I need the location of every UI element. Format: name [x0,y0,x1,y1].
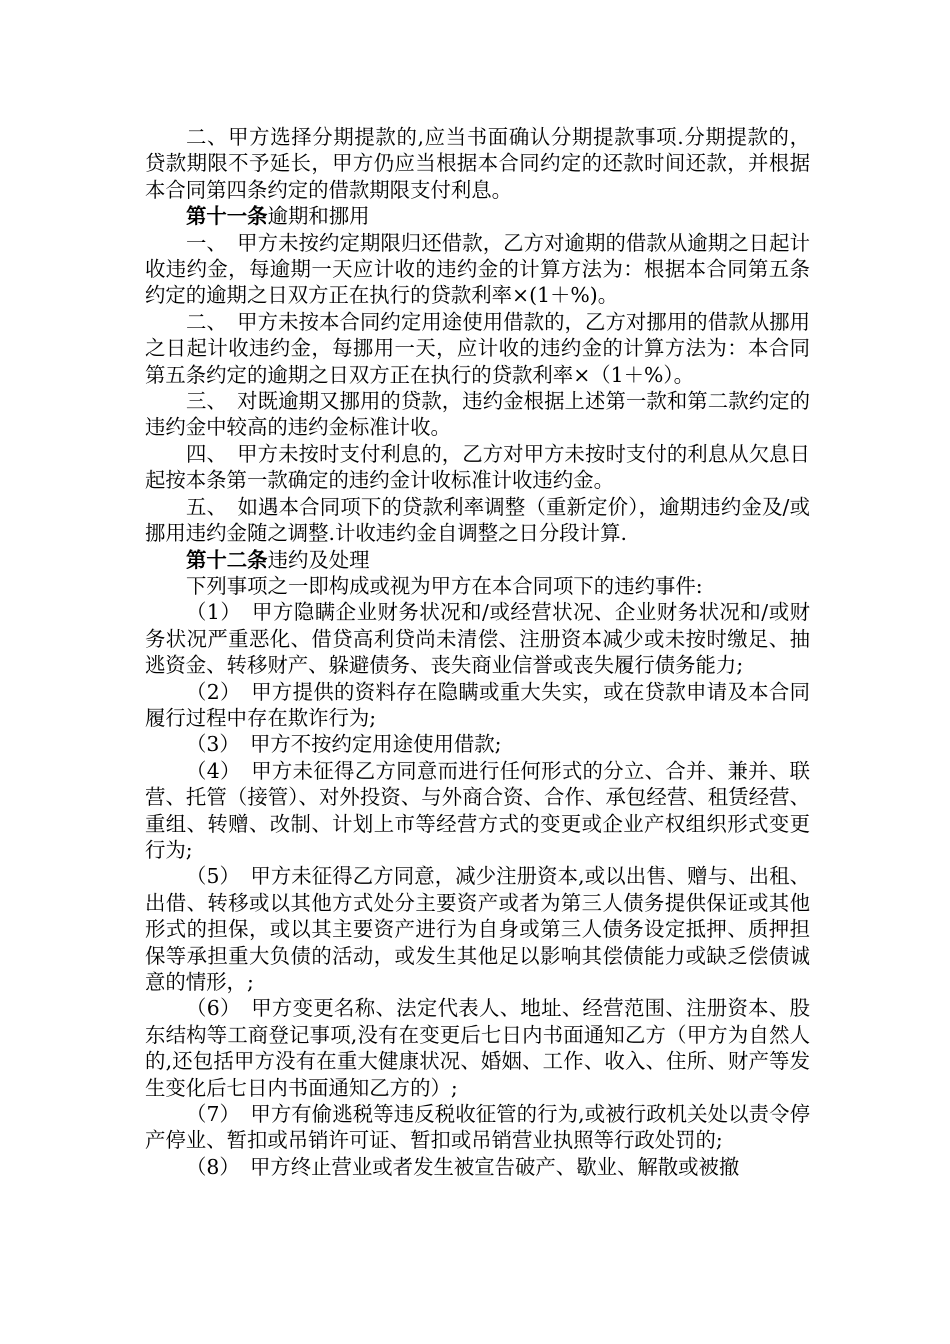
article-11-heading [145,203,810,229]
article-11-title: 逾期和挪用 [267,204,370,229]
default-item-8: （8） 甲方终止营业或者发生被宣告破产、歇业、解散或被撤 [186,1154,740,1179]
default-item-4: （4） 甲方未征得乙方同意而进行任何形式的分立、合并、兼并、联营、托管（接管）、对外投资、与外商合资、合作、承包经营、租赁经营、重组、转赠、改制、计划上市等经营方式的变更或企业产权组织形式变更行为; [145,758,810,862]
default-item-5: （5） 甲方未征得乙方同意，减少注册资本,或以出售、赠与、出租、出借、转移或以其他方式处分主要资产或者为第三人债务提供保证或其他形式的担保，或以其主要资产进行为自身或第三人债务设定抵押、质押担保等承担重大负债的活动，或发生其他足以影响其偿债能力或缺乏偿债诚意的情形，; [145,864,810,994]
default-item-6: （6） 甲方变更名称、法定代表人、地址、经营范围、注册资本、股东结构等工商登记事项,没有在变更后七日内书面通知乙方（甲方为自然人的,还包括甲方没有在重大健康状况、婚姻、工作、收入、住所、财产等发生变化后七日内书面通知乙方的）; [145,996,810,1100]
paragraph-installment-withdrawal: 二、甲方选择分期提款的,应当书面确认分期提款事项.分期提款的，贷款期限不予延长，甲方仍应当根据本合同约定的还款时间还款，并根据本合同第四条约定的借款期限支付利息。 [145,125,810,202]
article-12-title: 违约及处理 [267,547,370,572]
article-11-clause-4: 四、 甲方未按时支付利息的，乙方对甲方未按时支付的利息从欠息日起按本条第一款确定的违约金计收标准计收违约金。 [145,441,810,493]
article-11-clause-5: 五、 如遇本合同项下的贷款利率调整（重新定价），逾期违约金及/或挪用违约金随之调整.计收违约金自调整之日分段计算. [145,494,810,546]
default-item-1: （1） 甲方隐瞒企业财务状况和/或经营状况、企业财务状况和/或财务状况严重恶化、借贷高利贷尚未清偿、注册资本减少或未按时缴足、抽逃资金、转移财产、躲避债务、丧失商业信誉或丧失履行债务能力; [145,600,810,678]
article-11-number: 第十一条 [186,204,268,229]
article-12-number: 第十二条 [186,547,268,572]
article-11-clause-2: 二、 甲方未按本合同约定用途使用借款的，乙方对挪用的借款从挪用之日起计收违约金，每挪用一天，应计收的违约金的计算方法为：本合同第五条约定的逾期之日双方正在执行的贷款利率×（1＋%）。 [145,309,810,387]
default-item-3: （3） 甲方不按约定用途使用借款; [186,732,502,757]
article-11-clause-1: 一、 甲方未按约定期限归还借款，乙方对逾期的借款从逾期之日起计收违约金，每逾期一天应计收的违约金的计算方法为：根据本合同第五条约定的逾期之日双方正在执行的贷款利率×(1＋%)。 [145,230,810,308]
default-item-2: （2） 甲方提供的资料存在隐瞒或重大失实，或在贷款申请及本合同履行过程中存在欺诈行为; [145,679,810,730]
article-12-intro: 下列事项之一即构成或视为甲方在本合同项下的违约事件: [186,573,703,598]
document-page [145,124,810,1180]
article-12-heading [145,547,810,573]
default-item-7: （7） 甲方有偷逃税等违反税收征管的行为,或被行政机关处以责令停产停业、暂扣或吊销许可证、暂扣或吊销营业执照等行政处罚的; [145,1102,810,1153]
article-11-clause-3: 三、 对既逾期又挪用的贷款，违约金根据上述第一款和第二款约定的违约金中较高的违约金标准计收。 [145,389,810,440]
